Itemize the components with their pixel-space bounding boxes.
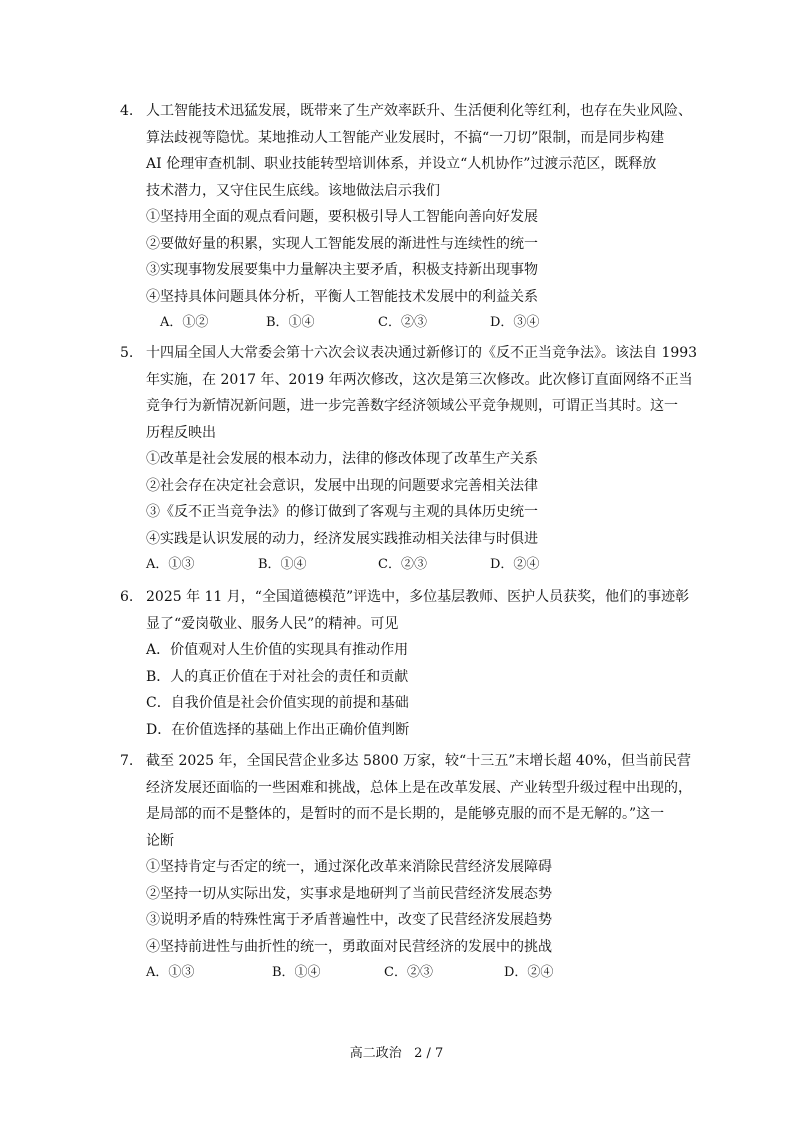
choice-b[interactable]: B．①④: [266, 315, 315, 330]
answer-choices: [146, 960, 680, 987]
question-stem-line: 竞争行为新情况新问题，进一步完善数字经济领域公平竞争规则，可谓正当其时。这一: [146, 398, 678, 414]
statement-option: ②要做好量的积累，实现人工智能发展的渐进性与连续性的统一: [146, 235, 538, 252]
question-body: [146, 340, 698, 579]
choice-d[interactable]: D．②④: [490, 557, 540, 572]
question-stem-line: 技术潜力，又守住民生底线。该地做法启示我们: [146, 182, 440, 199]
question-stem-line: 算法歧视等隐忧。某地推动人工智能产业发展时，不搞“一刀切”限制，而是同步构建: [146, 129, 665, 146]
question-body: [146, 748, 692, 987]
question-stem-line: 2025 年 11 月，“全国道德模范”评选中，多位基层教师、医护人员获奖，他们的事迹彰: [146, 589, 690, 605]
question-stem-line: 截至 2025 年，全国民营企业多达 5800 万家，较“十三五”末增长超 40%，但当前民营: [146, 753, 691, 769]
choice-a[interactable]: A．①③: [146, 965, 195, 980]
statement-option: ③《反不正当竞争法》的修订做到了客观与主观的具体历史统一: [146, 504, 538, 520]
statement-option: ③说明矛盾的特殊性寓于矛盾普遍性中，改变了民营经济发展趋势: [146, 912, 552, 928]
choice-b[interactable]: B．①④: [272, 965, 321, 980]
question-stem-line: AI 伦理审查机制、职业技能转型培训体系，并设立“人机协作”过渡示范区，既释放: [146, 156, 657, 172]
statement-option: ①改革是社会发展的根本动力，法律的修改体现了改革生产关系: [146, 451, 538, 467]
question-7: [120, 748, 692, 987]
answer-choices: [146, 552, 680, 579]
question-stem-line: 人工智能技术迅猛发展，既带来了生产效率跃升、生活便利化等红利，也存在失业风险、: [146, 103, 692, 119]
statement-option: ④坚持具体问题具体分析，平衡人工智能技术发展中的利益关系: [146, 288, 538, 305]
statement-option: ④坚持前进性与曲折性的统一，勇敢面对民营经济的发展中的挑战: [146, 938, 552, 955]
choice-c[interactable]: C．②③: [378, 315, 427, 330]
choice-d[interactable]: D．②④: [504, 965, 554, 980]
choice-a[interactable]: A．价值观对人生价值的实现具有推动作用: [146, 642, 409, 658]
answer-choices: [146, 310, 680, 337]
choice-b[interactable]: B．①④: [258, 557, 307, 572]
question-body: [146, 584, 690, 743]
statement-option: ②坚持一切从实际出发，实事求是地研判了当前民营经济发展态势: [146, 885, 552, 902]
choice-b[interactable]: B．人的真正价值在于对社会的责任和贡献: [146, 668, 409, 685]
footer-page-number: 2 / 7: [414, 1046, 444, 1061]
choice-a[interactable]: A．①③: [146, 557, 195, 572]
page-footer: [0, 1042, 793, 1061]
choice-d[interactable]: D．③④: [490, 315, 540, 330]
choice-c[interactable]: C．自我价值是社会价值实现的前提和基础: [146, 695, 409, 711]
question-number: 5.: [120, 345, 134, 361]
question-number: 6.: [120, 589, 134, 605]
question-number: 7.: [120, 753, 134, 769]
choice-c[interactable]: C．②③: [378, 557, 427, 572]
choice-a[interactable]: A．①②: [160, 315, 209, 330]
statement-option: ①坚持肯定与否定的统一，通过深化改革来消除民营经济发展障碍: [146, 859, 552, 875]
question-number: 4.: [120, 103, 134, 119]
choice-d[interactable]: D．在价值选择的基础上作出正确价值判断: [146, 721, 410, 738]
statement-option: ①坚持用全面的观点看问题，要积极引导人工智能向善向好发展: [146, 209, 538, 225]
question-stem-line: 年实施，在 2017 年、2019 年两次修改，这次是第三次修改。此次修订直面网络不正当: [146, 371, 693, 388]
question-5: [120, 340, 698, 579]
footer-subject: 高二政治: [349, 1046, 402, 1061]
choice-c[interactable]: C．②③: [384, 965, 433, 980]
question-stem-line: 十四届全国人大常委会第十六次会议表决通过新修订的《反不正当竞争法》。该法自 1993: [146, 345, 698, 361]
question-stem-line: 历程反映出: [146, 424, 216, 441]
question-4: [120, 98, 692, 337]
question-6: [120, 584, 690, 743]
statement-option: ④实践是认识发展的动力，经济发展实践推动相关法律与时俱进: [146, 530, 538, 547]
question-stem-line: 显了“爱岗敬业、服务人民”的精神。可见: [146, 615, 399, 632]
statement-option: ②社会存在决定社会意识，发展中出现的问题要求完善相关法律: [146, 477, 538, 494]
statement-option: ③实现事物发展要集中力量解决主要矛盾，积极支持新出现事物: [146, 262, 538, 278]
question-stem-line: 是局部的而不是整体的，是暂时的而不是长期的，是能够克服的而不是无解的。”这一: [146, 806, 665, 822]
question-body: [146, 98, 692, 337]
question-stem-line: 经济发展还面临的一些困难和挑战，总体上是在改革发展、产业转型升级过程中出现的，: [146, 779, 692, 796]
question-stem-line: 论断: [146, 832, 174, 849]
